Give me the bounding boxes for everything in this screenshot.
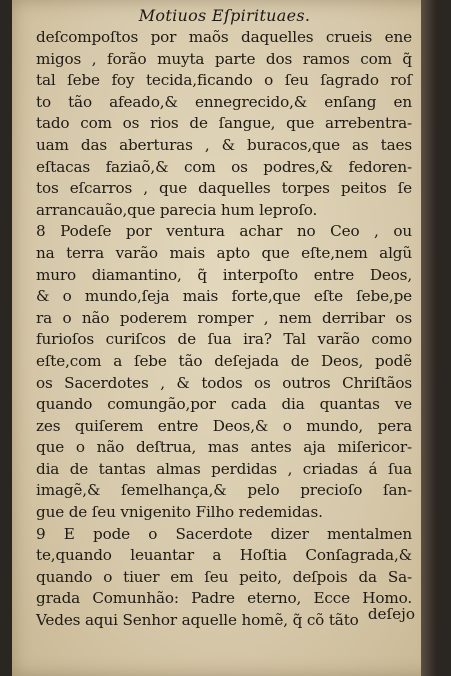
text-line: arrancauão,que parecia hum leproſo.: [36, 200, 318, 219]
text-line: eſtacas faziaõ,& com os podres,& fedoren-: [36, 157, 412, 176]
running-header: Motiuos Eſpirituaes.: [138, 6, 311, 25]
text-line: furioſos curiſcos de ſua ira? Tal varão como: [36, 330, 412, 349]
text-line: Vedes aqui Senhor aquelle homẽ, q̃ cõ tãto: [36, 611, 359, 630]
text-line: quando comungão,por cada dia quantas ve: [36, 395, 412, 414]
text-line: ra o não poderem romper , nem derribar os: [36, 308, 412, 327]
text-line: quando o tiuer em ſeu peito, deſpois da Sa-: [36, 567, 412, 586]
text-line: grada Comunhão: Padre eterno, Ecce Homo.: [36, 589, 412, 608]
text-line: zes quiſerem entre Deos,& o mundo, pera: [36, 416, 412, 435]
text-line: 9 E pode o Sacerdote dizer mentalmen: [36, 524, 412, 543]
body-text: [36, 27, 412, 632]
text-line: eſte,com a ſebe tão deſejada de Deos, podẽ: [36, 351, 412, 370]
book-spine: [421, 0, 437, 676]
text-line: tos eſcarros , que daquelles torpes peitos ſe: [36, 179, 412, 198]
text-line: 8 Podeſe por ventura achar no Ceo , ou: [36, 222, 412, 241]
text-line: tal ſebe foy tecida,ficando o ſeu ſagrado roſ: [36, 71, 412, 90]
text-line: & o mundo,ſeja mais forte,que eſte ſebe,pe: [36, 287, 412, 306]
text-line: uam das aberturas , & buracos,que as taes: [36, 135, 412, 154]
text-line: os Sacerdotes , & todos os outros Chriſtãos: [36, 373, 412, 392]
text-line: dia de tantas almas perdidas , criadas á ſua: [36, 459, 412, 478]
book-page: [12, 0, 437, 676]
catchword: deſejo: [367, 605, 415, 623]
text-line: te,quando leuantar a Hoſtia Conſagrada,&: [36, 546, 412, 565]
text-line: muro diamantino, q̃ interpoſto entre Deos,: [36, 265, 412, 284]
text-line: to tão afeado,& ennegrecido,& enſang en: [36, 92, 412, 111]
text-line: tado com os rios de ſangue, que arrebentra-: [36, 114, 412, 133]
text-line: migos , forão muyta parte dos ramos com q̃: [36, 49, 412, 68]
text-line: deſcompoſtos por maõs daquelles crueis ene: [36, 28, 412, 46]
text-line: gue de ſeu vnigenito Filho redemidas.: [36, 503, 323, 522]
text-line: imagẽ,& ſemelhança,& pelo precioſo ſan-: [36, 481, 412, 500]
text-line: que o não deſtrua, mas antes aja miſericor-: [36, 438, 412, 457]
text-line: na terra varão mais apto que eſte,nem algũ: [36, 243, 412, 262]
